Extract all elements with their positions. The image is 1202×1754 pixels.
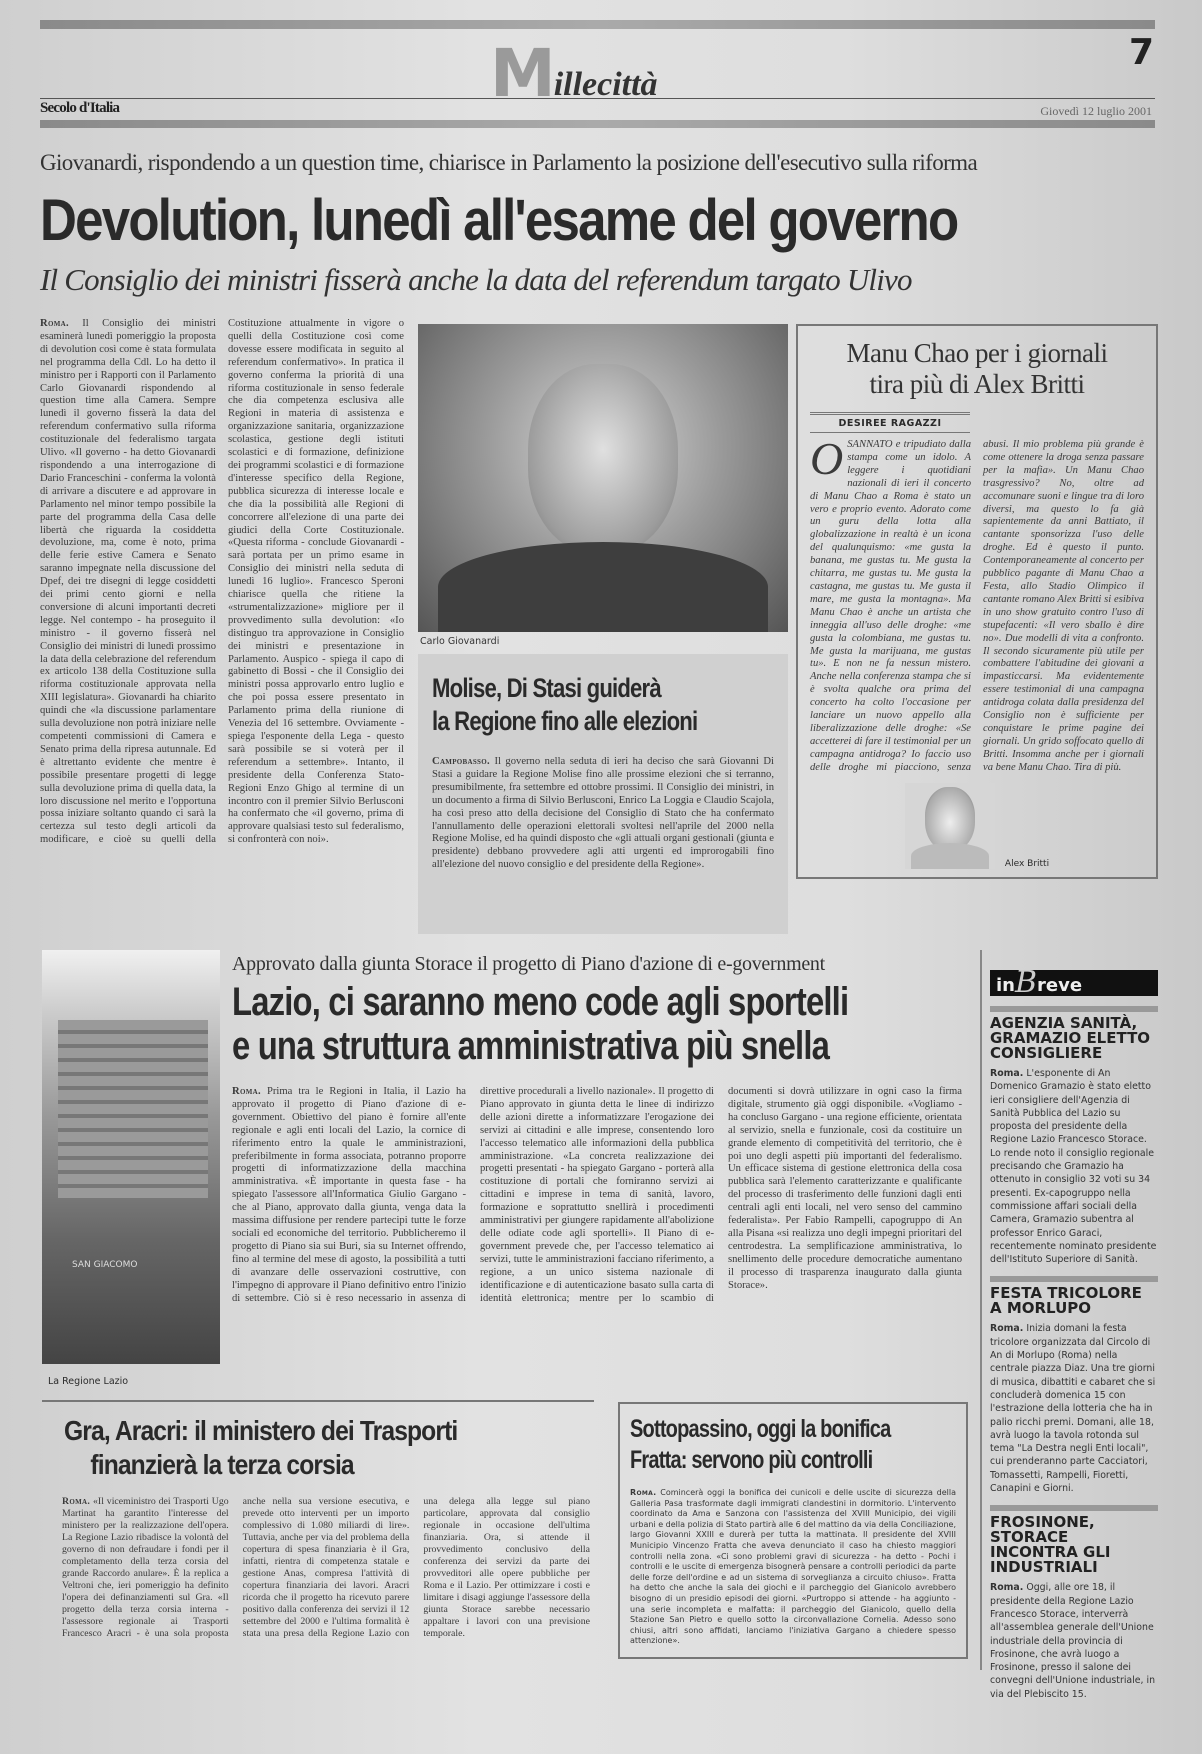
alex-britti-photo-row bbox=[810, 783, 1144, 869]
breve-item-3 bbox=[990, 1505, 1158, 1701]
section-rest: illecittà bbox=[553, 66, 658, 103]
manu-byline: DESIREE RAGAZZI bbox=[810, 412, 970, 433]
breve-dateline: Roma. bbox=[990, 1582, 1024, 1594]
breve-item-2 bbox=[990, 1276, 1158, 1495]
molise-box bbox=[418, 654, 788, 934]
britti-caption: Alex Britti bbox=[1004, 858, 1050, 869]
manu-headline bbox=[810, 338, 1144, 400]
giovanardi-caption: Carlo Giovanardi bbox=[420, 636, 500, 647]
masthead-bottom-rule bbox=[40, 120, 1155, 128]
section-initial: M bbox=[490, 35, 556, 112]
lead-body bbox=[40, 318, 404, 936]
manu-body-text: SANNATO e tripudiato dalla stampa come un idolo. A leggere i quotidiani nazionali di ieri il concerto di Manu Chao a Roma è stato un vero e proprio evento. Adorato come un guru della lotta alla globalizzazione in realtà è un icona del qualunquismo: «me gusta la banana, me gustas tu. Me gusta la chitarra, me gustas tu. Me gusta la castagna, me gustas tu. Me gusta il mare, me gusta la montagna». Ma Manu Chao è anche un artista che inneggia all'uso delle droghe: «me gusta la colombiana, me gustas tu. Me gusta la marijuana, me gustas tu». E non ne fa nessun mistero. Anche nella conferenza stampa che si è svolta qualche ora prima del concerto ha colto l'occasione per lanciare un nuovo appello alla liberalizzazione delle droghe: «Se accetterei di fare il testimonial per un campagna antidroga? Io faccio uso delle droghe mi piacciono, senza abusi. Il mio problema più grande è come ottenere la droga senza passare per la mafia». Un Manu Chao trasgressivo? No, oltre ad accomunare suoni e lingue tra di loro diversi, ma questo lo fa già sapientemente da anni Battiato, il cantante sponsorizza l'uso delle droghe. Ed è questo il punto. Contemporaneamente al concerto per pubblico pagante di Manu Chao a Festa, allo Stadio Olimpico il cantante romano Alex Britti si esibiva in uno show gratuito contro l'uso di stupefacenti: «Il vero sballo è dire no». Due modelli di vita a confronto. Il secondo sicuramente più utile per combattere l'abitudine dei giovani a impasticcarsi. Ma evidentemente essere testimonial di una campagna antidroga colata dalla presidenza del Consiglio non è sufficiente per conquistare le prime pagine dei giornali. Un grido soffocato quello di Britti. Insomma anche per i giornali va bene Manu Chao. Tira di più. bbox=[810, 439, 1144, 773]
sotto-headline-line2: Fratta: servono più controlli bbox=[630, 1446, 873, 1474]
manu-body bbox=[810, 433, 1144, 775]
breve-item-1 bbox=[990, 1006, 1158, 1266]
gra-body bbox=[62, 1496, 590, 1640]
issue-date: Giovedì 12 luglio 2001 bbox=[1040, 104, 1152, 118]
lazio-body bbox=[232, 1086, 962, 1394]
breve-headline: FROSINONE, STORACE INCONTRA GLI INDUSTRIALI bbox=[990, 1505, 1158, 1575]
portrait-suit bbox=[438, 542, 768, 632]
breve-body: Oggi, alle ore 18, il presidente della Regione Lazio Francesco Storace, interverrà all'assemblea generale dell'Unione industriale della provincia di Frosinone, che avrà luogo a Frosinone, presso il salone dei convegni dell'Unione industriale, in via del Plebiscito 15. bbox=[990, 1582, 1156, 1700]
lazio-headline-line2: e una struttura amministrativa più snella bbox=[232, 1024, 830, 1068]
molise-body-text: Il governo nella seduta di ieri ha deciso che sarà Giovanni Di Stasi a guidare la Regione Molise fino alle prossime elezioni che si terranno, presumibilmente, fra settembre ed ottobre prossimi. Il Consiglio dei ministri, in un documento a firma di Silvio Berlusconi, Enrico La Loggia e Claudio Scajola, ha così preso atto della decisione del Consiglio di Stato che ha confermato l'annullamento delle operazioni elettorali svoltesi nell'aprile del 2000 nella Regione Molise, ed ha quindi disposto che «gli attuali organi gestionali (giunta e presidente) debbano provvedere agli atti urgenti ed improrogabili fino all'elezione del nuovo consiglio e del presidente della Regione». bbox=[432, 756, 774, 871]
breve-divider bbox=[980, 950, 982, 1670]
alex-britti-photo bbox=[905, 783, 995, 869]
gra-dateline: Roma. bbox=[62, 1496, 91, 1507]
gra-headline-line1: Gra, Aracri: il ministero dei Trasporti bbox=[64, 1415, 458, 1446]
sottopassino-headline bbox=[630, 1414, 891, 1476]
lazio-headline bbox=[232, 980, 848, 1068]
breve-dateline: Roma. bbox=[990, 1068, 1024, 1079]
building-sign: SAN GIACOMO bbox=[72, 1260, 138, 1270]
gra-body-text: «Il viceministro dei Trasporti Ugo Martinat ha garantito l'interesse del ministero per la realizzazione dell'opera. La Regione Lazio ribadisce la volontà del governo di non defraudare i fondi per il completamento della terza corsia del grande Raccordo anulare». È la replica a Veltroni che, ieri pomeriggio ha definito l'opera dei definanziamenti sul Gra. «Il progetto della terza corsia interna - l'assessore regionale ai Trasporti Francesco Aracri - è una sola proposta anche nella sua versione esecutiva, e prevede otto interventi per un importo complessivo di 1.080 miliardi di lire». Tuttavia, anche per via del problema della copertura di spesa finanziaria è il Gra, infatti, rientra di competenza statale e gestione Anas, compresa l'attività di copertura finanziaria dei lavori. Aracri ricorda che il progetto ha ricevuto parere positivo dalla conferenza dei servizi il 12 settembre del 2000 e l'ultima formalità è stata una presa della Regione Lazio con una delega alla legge sul piano particolare, approvata dal consiglio regionale in occasione dell'ultima finanziaria. Ora, si attende il provvedimento conclusivo della conferenza dei servizi da parte dei provveditori alle opere pubbliche per Roma e il Lazio. Per ottimizzare i costi e limitare i disagi aggiunge l'assessore della giunta Storace sarebbe necessario appaltare i lavori con una previsione temporale. bbox=[62, 1496, 590, 1639]
molise-headline-line1: Molise, Di Stasi guiderà bbox=[432, 673, 661, 703]
lead-body-text: Il Consiglio dei ministri esaminerà lunedì pomeriggio la proposta di devolution così come è stata formulata nel programma della Cdl. Lo ha detto il ministro per i Rapporti con il Parlamento Carlo Giovanardi rispondendo al question time alla Camera. Sempre lunedì il governo fisserà la data del referendum confermativo sulla riforma costituzionale del federalismo targata Ulivo. «Il governo - ha detto Giovanardi rispondendo a una interrogazione di Dario Franceschini - conferma la volontà di arrivare a discutere e ad approvare in Parlamento nel minor tempo possibile la parte del programma della Casa delle libertà che riguarda la cosiddetta devoluzione, ma, come è noto, prima delle ferie estive Camera e Senato saranno impegnate nella discussione del Dpef, dei tre disegni di legge cosiddetti dei primi cento giorni e nella conversione di alcuni importanti decreti legge. Nel contempo - ha proseguito il ministro - il governo fisserà nel Consiglio dei ministri di lunedì prossimo la data della celebrazione del referendum ex articolo 138 della Costituzione sulla riforma costituzionale approvata nella XIII legislatura». Giovanardi ha chiarito quindi che «la discussione parlamentare sulla devoluzione non potrà iniziare nelle competenti commissioni di Camera e Senato prima della ripresa autunnale. Ed è altrettanto evidente che mentre è possibile presentare progetti di legge sulla devoluzione prima di quella data, la loro discussione nel merito e l'opportuna possa iniziare soltanto quando ci sarà la certezza sul testo degli articoli da modificare, e cioè su quelli della Costituzione attualmente in vigore o quelli della Costituzione così come dovesse essere modificata in seguito al referendum confermativo». In pratica il governo conferma la priorità di una riforma costituzionale in senso federale che dia competenza esclusiva alle Regioni in materia di assistenza e organizzazione sanitaria, organizzazione scolastica, gestione degli istituti scolastici e di formazione, definizione dei programmi scolastici e di formazione d'interesse specifico della Regione, pubblica sicurezza di interesse locale e che dia la possibilità alle Regioni di concorrere all'elezione di una parte dei giudici della Corte Costituzionale. «Questa riforma - conclude Giovanardi - sarà portata per un primo esame in Consiglio dei ministri nella seduta di lunedì 16 luglio». Francesco Speroni chiarisce quella che ritiene la «strumentalizzazione» migliore per il provvedimento sulla devolution: «Io distinguo tra approvazione in Consiglio dei ministri e presentazione in Parlamento. Auspico - spiega il capo di gabinetto di Bossi - che il Consiglio dei ministri possa approvarlo entro luglio e che poi possa essere presentato in Parlamento prima della riunione di Venezia del 16 settembre. Ovviamente - spiega l'esponente della Lega - questo sarà possibile se si voterà per il referendum a settembre». Intanto, il presidente della Conferenza Stato-Regioni Enzo Ghigo al termine di un incontro con il premier Silvio Berlusconi ha confermato che «il governo, prima di approvare qualsiasi testo sul federalismo, si confronterà con noi». bbox=[40, 318, 404, 846]
manu-dropcap: O bbox=[810, 433, 844, 484]
lazio-kicker: Approvato dalla giunta Storace il progetto di Piano d'azione di e-government bbox=[232, 953, 825, 975]
manu-chao-box bbox=[796, 324, 1158, 879]
building-facade bbox=[58, 1020, 208, 1200]
manu-headline-line1: Manu Chao per i giornali bbox=[846, 338, 1108, 368]
in-breve-title bbox=[990, 965, 1158, 1000]
breve-title-in: in bbox=[996, 975, 1015, 996]
sottopassino-body bbox=[630, 1488, 956, 1647]
newspaper-name: Secolo d'Italia bbox=[40, 100, 120, 116]
sotto-headline-line1: Sottopassino, oggi la bonifica bbox=[630, 1415, 891, 1443]
molise-headline-line2: la Regione fino alle elezioni bbox=[432, 706, 698, 736]
gra-headline bbox=[64, 1414, 530, 1482]
breve-dateline: Roma. bbox=[990, 1323, 1024, 1335]
in-breve-column bbox=[990, 965, 1158, 1701]
breve-headline: FESTA TRICOLORE A MORLUPO bbox=[990, 1276, 1158, 1316]
top-rule bbox=[40, 20, 1155, 29]
sotto-body-text: Comincerà oggi la bonifica dei cunicoli e delle uscite di sicurezza della Galleria Pasa trasformate dagli immigrati clandestini in dormitorio. L'intervento coordinato da Ama e Sanzona con l'assistenza del XVIII Municipio, dei vigili urbani e della polizia di Stato partirà alle 6 del mattino da via della Conciliazione, largo Giovanni XXIII e durerà per tutta la mattinata. Il presidente del XVIII Municipio Vincenzo Fratta che aveva denunciato il caso ha chiesto maggiori controlli nella zona. «Ci sono problemi gravi di sicurezza - ha detto - Pochi i controlli e le uscite di emergenza bisognerà pensare a controlli periodici da parte delle forze dell'ordine e ad un sistema di sorveglianza a circuito chiuso». Fratta ha detto che anche la sala dei giochi e il parcheggio del Gianicolo avrebbero bisogno di un presidio episodi dei giorni. «Purtroppo si attende - ha aggiunto - una serie incompleta e malfatta: il parcheggio del Gianicolo, quello della Stazione San Pietro e quello sotto la circonvallazione Cornelia. Adesso sono chiusi, altri sono affidati, lanciamo l'iniziativa Gargano a chiedere spesso attenzione». bbox=[630, 1488, 956, 1646]
breve-headline: AGENZIA SANITÀ, GRAMAZIO ELETTO CONSIGLIERE bbox=[990, 1006, 1158, 1061]
section-title bbox=[490, 35, 658, 112]
breve-body: L'esponente di An Domenico Gramazio è stato eletto ieri consigliere dell'Agenzia di Sanità Pubblica del Lazio su proposta del presidente della Regione Lazio Francesco Storace. Lo rende noto il consiglio regionale precisando che Gramazio ha ottenuto in consiglio 32 voti su 34 presenti. Ex-capogruppo nella commissione affari sociali della Camera, Gramazio subentra al professor Enrico Garaci, recentemente nominato presidente dell'Istituto Superiore di Sanità. bbox=[990, 1068, 1157, 1266]
molise-headline bbox=[432, 672, 724, 738]
lead-headline: Devolution, lunedì all'esame del governo bbox=[40, 188, 958, 253]
portrait-face bbox=[528, 364, 678, 554]
manu-headline-line2: tira più di Alex Britti bbox=[869, 369, 1085, 399]
sotto-dateline: Roma. bbox=[630, 1488, 657, 1497]
lazio-dateline: Roma. bbox=[232, 1086, 261, 1097]
breve-title-b: B bbox=[1014, 965, 1038, 1000]
gra-rule bbox=[42, 1400, 594, 1402]
lazio-headline-line1: Lazio, ci saranno meno code agli sportelli bbox=[232, 980, 849, 1024]
lazio-body-text: Prima tra le Regioni in Italia, il Lazio ha approvato il progetto di Piano d'azione di e-government. Obiettivo del piano è fornire all'ente regionale e agli enti locali del Lazio, la cornice di riferimento entro la quale le amministrazioni, preferibilmente in forma associata, potranno proporre progetti di informatizzazione della macchina amministrativa. «È importante in questa fase - ha spiegato l'assessore all'Informatica Giulio Gargano - che al Piano, approvato dalla giunta, venga data la massima diffusione per rendere partecipi tutte le forze sociali ed economiche del territorio. Pubblicheremo il progetto di Piano sia sui Buri, sia su Internet offrendo, fino al termine del mese di agosto, la possibilità a tutti di avanzare delle osservazioni costruttive, con l'impegno di approvare il Piano definitivo entro l'inizio di settembre. Ciò si è reso necessario in assenza di direttive procedurali a livello nazionale». Il progetto di Piano approvato in giunta detta le linee di indirizzo delle azioni dirette a informatizzare l'erogazione dei servizi ai cittadini e alle imprese, consentendo loro l'accesso telematico alle informazioni della pubblica amministrazione. «La concreta realizzazione dei progetti presentati - ha spiegato Gargano - porterà alla costituzione di portali che forniranno servizi ai cittadini e imprese in tema di sanità, lavoro, formazione e soprattutto snellirà i procedimenti amministrativi per giungere rapidamente all'abolizione delle odiate code agli sportelli». Il Piano di e-government prevede che, per l'accesso telematico ai servizi, tutte le amministrazioni facciano riferimento, a regione, a un unico sistema nazionale di identificazione e di autenticazione basato sulla carta di identità elettronica; mentre per lo scambio di documenti si dovrà utilizzare in ogni caso la firma digitale, strumento già oggi disponibile. «Vogliamo - ha concluso Gargano - una regione efficiente, orientata al servizio, snella e funzionale, così da costituire un grande elemento di competitività del territorio, che è poi uno degli aspetti più importanti del federalismo. Un efficace sistema di gestione elettronica della cosa pubblica sarà l'elemento caratterizzante e qualificante del processo di trasferimento delle funzioni dagli enti centrali agli enti locali, nel vero senso del cammino federalista». Per Fabio Rampelli, capogruppo di An alla Pisana «si realizza uno degli impegni prioritari del centrodestra. La semplificazione amministrativa, lo snellimento delle procedure democratiche aumentano il processo di trasparenza inaugurato dalla giunta Storace». bbox=[232, 1086, 962, 1304]
sottopassino-box bbox=[618, 1402, 968, 1659]
molise-dateline: Campobasso. bbox=[432, 756, 490, 767]
lead-dateline: Roma. bbox=[40, 318, 69, 329]
lazio-photo-caption: La Regione Lazio bbox=[48, 1376, 129, 1387]
molise-body bbox=[432, 756, 774, 872]
lead-subhead: Il Consiglio dei ministri fisserà anche la data del referendum targato Ulivo bbox=[40, 262, 912, 297]
gra-headline-line2: finanzierà la terza corsia bbox=[90, 1449, 354, 1480]
masthead-rule bbox=[40, 98, 1155, 99]
page-number: 7 bbox=[1128, 32, 1154, 73]
regione-lazio-photo bbox=[42, 950, 220, 1364]
lead-kicker: Giovanardi, rispondendo a un question time, chiarisce in Parlamento la posizione dell'esecutivo sulla riforma bbox=[40, 150, 978, 175]
gra-article bbox=[42, 1404, 594, 1640]
breve-body: Inizia domani la festa tricolore organizzata dal Circolo di An di Morlupo (Roma) nella centrale piazza Diaz. Una tre giorni di musica, dibattiti e cabaret che si concluderà domenica 15 con l'estrazione della lotteria che ha in palio ricchi premi. Domani, alle 18, avrà luogo la tavola rotonda sul tema "La Destra negli Enti locali", cui prenderanno parte Cacciatori, Tomassetti, Rampelli, Fioretti, Canapini e Giorni. bbox=[990, 1323, 1156, 1495]
giovanardi-photo bbox=[418, 324, 788, 632]
breve-title-rest: reve bbox=[1037, 975, 1083, 996]
